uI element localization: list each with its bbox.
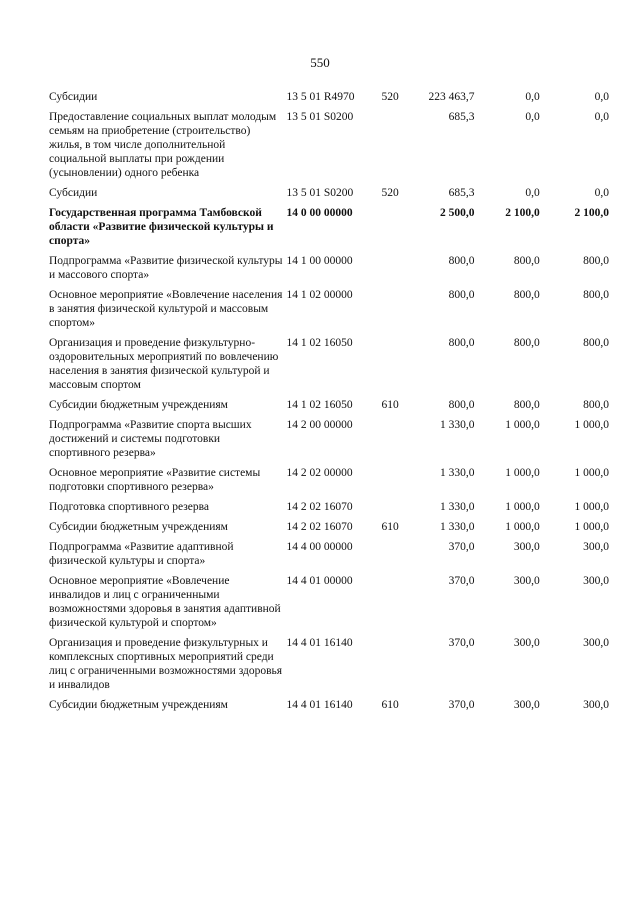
table-row [49,336,609,392]
row-value-2: 0,0 [525,187,540,199]
row-code: 14 1 02 00000 [286,289,353,301]
row-code: 14 2 02 16070 [286,501,353,513]
row-value-3: 300,0 [583,541,609,553]
table-row [49,418,609,460]
row-code: 14 1 02 16050 [286,399,353,411]
row-value-2: 300,0 [513,541,540,553]
row-value-3: 0,0 [594,91,609,103]
row-code: 14 1 02 16050 [286,337,353,349]
row-value-2: 300,0 [513,575,540,587]
row-name: Организация и проведение физкультурно-оздоровительных мероприятий по вовлечению населения в занятия физической культурой и массовым спортом [49,337,279,391]
row-value-2: 800,0 [513,337,540,349]
row-value-2: 800,0 [513,289,540,301]
row-value-2: 1 000,0 [505,521,540,533]
row-name: Основное мероприятие «Развитие системы подготовки спортивного резерва» [49,467,261,493]
row-value-3: 2 100,0 [574,207,609,219]
row-value-2: 1 000,0 [505,501,540,513]
row-value-2: 300,0 [513,637,540,649]
table-row [49,398,609,412]
row-expense-type: 520 [381,187,399,199]
row-value-2: 800,0 [513,399,540,411]
row-name: Подготовка спортивного резерва [49,501,210,513]
row-value-1: 370,0 [448,575,475,587]
row-name: Предоставление социальных выплат молодым семьям на приобретение (строительство) жилья, в том числе дополнительной социальной выплаты при рождении (усыновлении) одного ребенка [49,111,277,179]
row-value-3: 800,0 [583,289,609,301]
row-code: 14 4 00 00000 [286,541,353,553]
row-name: Субсидии бюджетным учреждениям [49,399,228,411]
row-value-1: 800,0 [448,399,475,411]
row-name: Подпрограмма «Развитие адаптивной физической культуры и спорта» [49,541,234,567]
row-value-1: 1 330,0 [439,467,475,479]
table-row [49,186,609,200]
row-value-3: 800,0 [583,399,609,411]
row-value-2: 300,0 [513,699,540,711]
page-number: 550 [310,55,330,70]
row-code: 14 4 01 16140 [286,699,353,711]
row-value-3: 300,0 [583,575,609,587]
row-name: Подпрограмма «Развитие спорта высших достижений и системы подготовки спортивного резерва» [49,419,252,459]
row-value-3: 300,0 [583,699,609,711]
row-value-2: 800,0 [513,255,540,267]
row-value-3: 800,0 [583,337,609,349]
row-name: Субсидии бюджетным учреждениям [49,699,228,711]
row-value-1: 1 330,0 [439,501,475,513]
row-name: Основное мероприятие «Вовлечение инвалидов и лиц с ограниченными возможностями здоровья в занятия адаптивной физической культурой и спортом» [49,575,281,629]
row-code: 13 5 01 R4970 [286,91,355,103]
row-value-2: 1 000,0 [505,419,540,431]
row-name: Подпрограмма «Развитие физической культуры и массового спорта» [49,255,283,281]
row-expense-type: 610 [381,399,399,411]
table-row [49,110,609,180]
row-expense-type: 520 [381,91,399,103]
row-value-2: 1 000,0 [505,467,540,479]
table-row [49,540,609,568]
row-name: Субсидии [49,187,98,199]
table-row [49,500,609,514]
row-name: Организация и проведение физкультурных и комплексных спортивных мероприятий среди лиц с ограниченными возможностями здоровья и инвалидов [49,637,283,691]
budget-table [49,90,609,718]
row-value-3: 1 000,0 [574,501,609,513]
row-value-3: 1 000,0 [574,419,609,431]
row-value-1: 800,0 [448,337,475,349]
row-code: 14 1 00 00000 [286,255,353,267]
row-value-1: 800,0 [448,255,475,267]
row-code: 14 2 00 00000 [286,419,353,431]
row-value-1: 223 463,7 [428,91,475,103]
table-row [49,206,609,248]
row-value-3: 0,0 [594,187,609,199]
row-value-1: 685,3 [448,111,475,123]
table-row [49,698,609,712]
row-expense-type: 610 [381,699,399,711]
row-expense-type: 610 [381,521,399,533]
row-code: 13 5 01 S0200 [286,187,354,199]
row-value-2: 0,0 [525,111,540,123]
row-code: 14 0 00 00000 [286,207,353,219]
row-name: Субсидии бюджетным учреждениям [49,521,228,533]
row-code: 14 4 01 16140 [286,637,353,649]
row-value-1: 370,0 [448,699,475,711]
table-row [49,90,609,104]
row-value-1: 1 330,0 [439,521,475,533]
row-value-2: 2 100,0 [505,207,540,219]
table-row [49,520,609,534]
table-row [49,574,609,630]
row-value-3: 1 000,0 [574,521,609,533]
table-row [49,254,609,282]
row-code: 14 2 02 16070 [286,521,353,533]
row-value-3: 300,0 [583,637,609,649]
row-value-1: 370,0 [448,541,475,553]
row-value-1: 370,0 [448,637,475,649]
row-value-3: 1 000,0 [574,467,609,479]
row-code: 13 5 01 S0200 [286,111,354,123]
table-row [49,466,609,494]
row-value-1: 685,3 [448,187,475,199]
table-row [49,636,609,692]
row-code: 14 4 01 00000 [286,575,353,587]
row-value-1: 1 330,0 [439,419,475,431]
row-value-1: 800,0 [448,289,475,301]
table-row [49,288,609,330]
row-value-1: 2 500,0 [439,207,475,219]
row-value-3: 800,0 [583,255,609,267]
row-name: Основное мероприятие «Вовлечение населения в занятия физической культурой и массовым спортом» [49,289,283,329]
row-name: Государственная программа Тамбовской области «Развитие физической культуры и спорта» [49,207,274,247]
row-value-3: 0,0 [594,111,609,123]
row-code: 14 2 02 00000 [286,467,353,479]
row-value-2: 0,0 [525,91,540,103]
row-name: Субсидии [49,91,98,103]
